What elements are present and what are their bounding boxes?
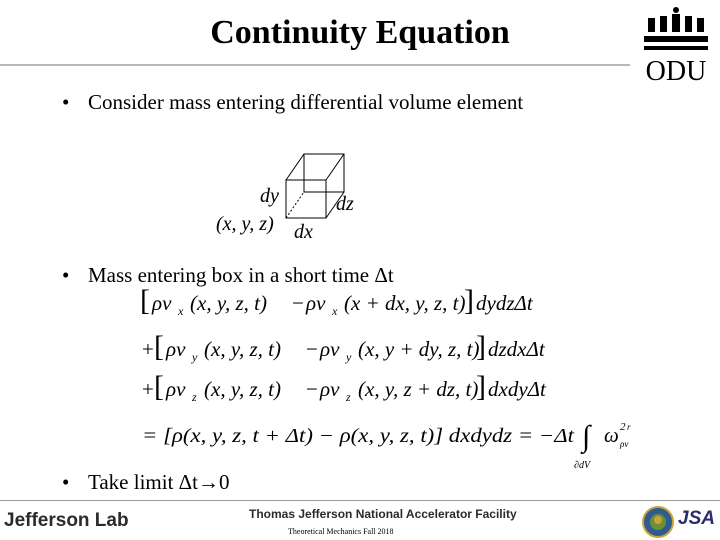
slide-title: Continuity Equation [210, 14, 510, 51]
svg-text:ρv: ρv [166, 377, 186, 401]
svg-text:= [ρ(x, y, z, t + Δt) − ρ(x, y: = [ρ(x, y, z, t + Δt) − ρ(x, y, z, t)] dxdydz = −Δt [142, 425, 575, 447]
svg-text:ρv: ρv [166, 337, 186, 361]
svg-text:ρv: ρv [152, 291, 172, 315]
equation-line-3 [142, 370, 547, 404]
svg-text:ρv: ρv [306, 291, 326, 315]
svg-text:(x, y, z, t): (x, y, z, t) [190, 291, 267, 315]
equation-line-2 [142, 330, 546, 364]
svg-text:x: x [332, 304, 338, 318]
svg-text:(x + dx, y, z, t): (x + dx, y, z, t) [344, 291, 466, 315]
bullet-2-text: Mass entering box in a short time Δt [88, 263, 394, 287]
svg-text:]: ] [476, 370, 486, 403]
bullet-3-text: Take limit Δt→0 [88, 470, 230, 494]
svg-text:−: − [306, 377, 318, 401]
jsa-logo: JSA [678, 508, 715, 529]
bullet-3 [62, 470, 230, 495]
title-divider [0, 64, 630, 66]
svg-text:ρv: ρv [320, 377, 340, 401]
jefferson-lab-logo: Jefferson Lab [4, 510, 129, 531]
svg-text:r: r [627, 422, 631, 432]
svg-text:ρv: ρv [320, 337, 340, 361]
svg-text:−: − [292, 291, 304, 315]
svg-text:[: [ [140, 286, 150, 317]
origin-label: (x, y, z) [216, 213, 274, 235]
course-footnote: Theoretical Mechanics Fall 2018 [288, 527, 394, 536]
bullet-1-text: Consider mass entering differential volume element [88, 90, 524, 114]
svg-text:dzdxΔt: dzdxΔt [488, 337, 545, 361]
dy-label: dy [260, 185, 279, 207]
svg-text:2: 2 [620, 421, 626, 433]
svg-text:+: + [142, 337, 154, 361]
svg-text:ρv: ρv [620, 439, 629, 449]
svg-text:(x, y, z, t): (x, y, z, t) [204, 337, 281, 361]
svg-text:z: z [346, 390, 351, 404]
svg-text:(x, y, z, t): (x, y, z, t) [204, 377, 281, 401]
svg-text:ω: ω [604, 423, 619, 447]
bullet-2 [62, 263, 394, 288]
svg-text:]: ] [476, 330, 486, 363]
bullet-3-marker: • [62, 470, 70, 494]
svg-text:(x, y, z + dz, t): (x, y, z + dz, t) [358, 377, 479, 401]
svg-text:[: [ [154, 370, 164, 403]
svg-text:x: x [178, 304, 184, 318]
equation-line-1 [140, 286, 534, 318]
svg-text:(x, y + dy, z, t): (x, y + dy, z, t) [358, 337, 480, 361]
dx-label: dx [294, 221, 313, 243]
bullet-1 [62, 90, 523, 115]
svg-text:∂dV: ∂dV [574, 460, 591, 471]
svg-text:+: + [142, 377, 154, 401]
svg-text:dydzΔt: dydzΔt [476, 291, 533, 315]
svg-text:dxdyΔt: dxdyΔt [488, 377, 546, 401]
doe-seal-icon [642, 506, 674, 538]
svg-text:y: y [346, 350, 352, 364]
dz-label: dz [336, 193, 354, 215]
equation-line-4 [142, 420, 631, 471]
odu-logo [638, 4, 714, 86]
svg-text:∫: ∫ [582, 420, 591, 453]
svg-text:]: ] [464, 286, 474, 317]
cube-back-face [304, 154, 344, 192]
volume-element-figure [214, 146, 364, 246]
svg-text:y: y [192, 350, 198, 364]
bullet-1-marker: • [62, 90, 70, 114]
footer-divider [0, 500, 720, 501]
mass-balance-equation [130, 286, 650, 476]
cube-front-face [286, 180, 326, 218]
facility-name: Thomas Jefferson National Accelerator Facility [249, 507, 517, 521]
svg-text:[: [ [154, 330, 164, 363]
odu-wordmark: ODU [645, 56, 707, 86]
bullet-2-marker: • [62, 263, 70, 287]
svg-text:z: z [192, 390, 197, 404]
svg-text:−: − [306, 337, 318, 361]
